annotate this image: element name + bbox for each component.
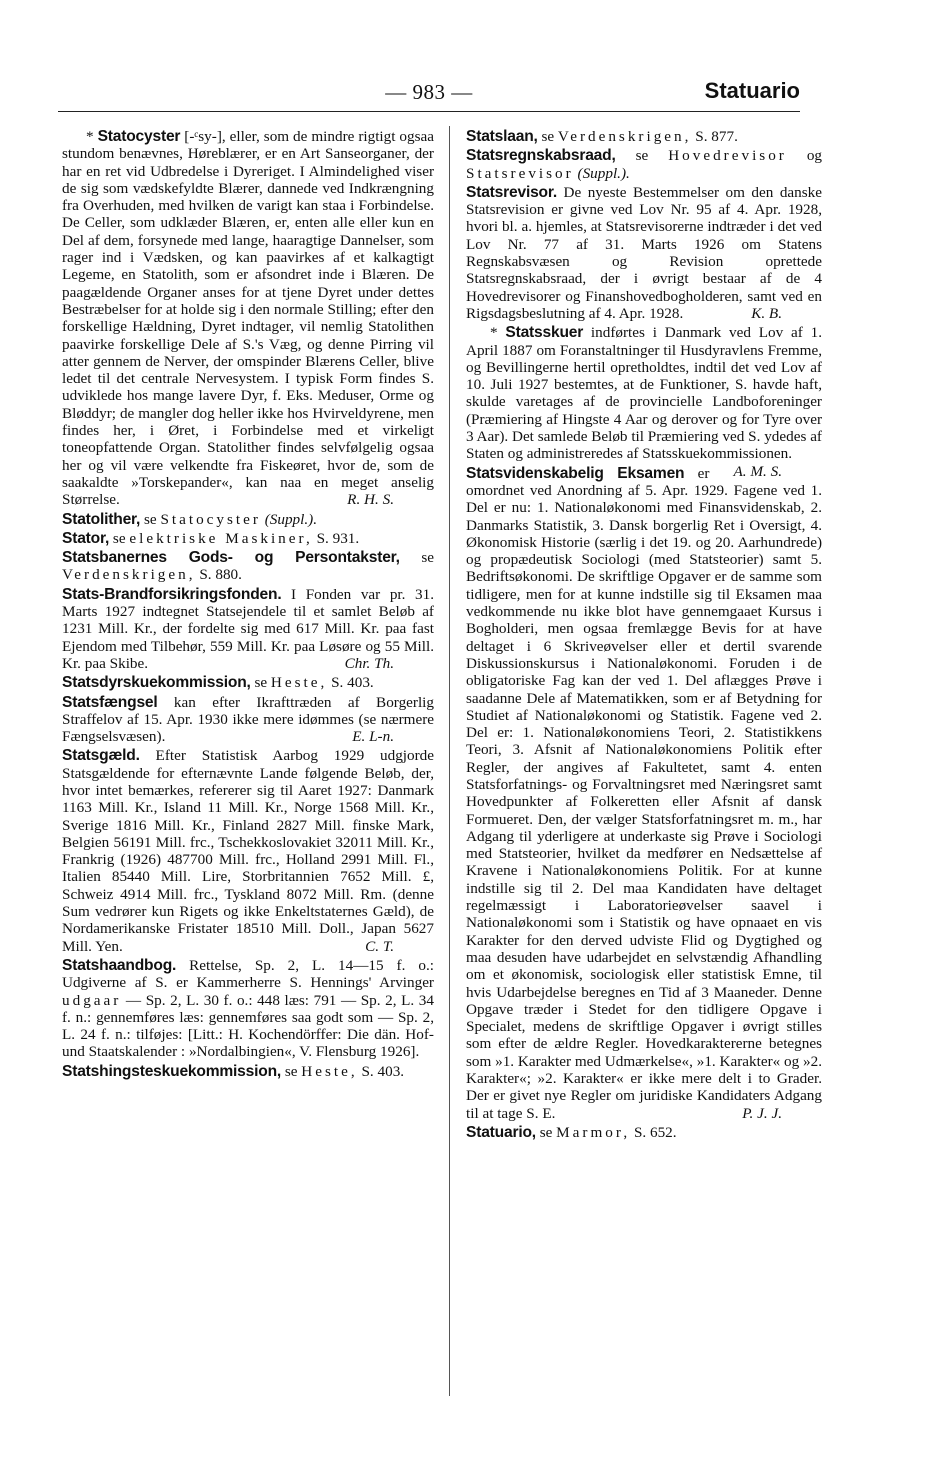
left-column (62, 128, 434, 1082)
entry (466, 1124, 822, 1141)
entry (62, 549, 434, 584)
entry-text: se (537, 128, 558, 145)
entry-headword: Statsgæld. (62, 747, 140, 765)
entry-headword: Statolither, (62, 510, 141, 528)
entry-text: se (281, 1062, 302, 1080)
entry: * Statocyster [-ᶜsy-], eller, som de mindre rigtigt ogsaa stundom benævnes, Høreblærer, er en Art Sanseorganer, der har en ret vid Udbredelse i Dyreriget. I Almindelighed viser de sig som vædskefyldte Blærer, dannede ved Indkrængning fra Overhuden, med hvilken de varigt kan staa i Forbindelse. De Celler, som udklæder Blæren, er, enten alle eller kun en Del af dem, forsynede med lange, haaragtige Dannelser, som rager ind i Vædsken, og kan paavirkes af et kalkagtigt Legeme, en Statolith, som er afsondret inde i Blæren. De paagældende Organer anses for at tjene Dyret under dettes Bestræbelser for at holde sig i den normale Stilling; efter den forskellige Hældning, Dyret indtager, vil nemlig Statolithen paavirke forskellige Dele af S.'s Væg, og denne Pirring vil atter gennem de Nerver, der omspinder Blærens Celler, blive ledet til det centrale Nervesystem. I typisk Form findes S. udviklede hos mange lavere Dyr, f. Eks. Meduser, Orme og Bløddyr; de mangler dog heller ikke hos Hvirveldyrene, men findes her, i Øret, i Forbindelse med et virkeligt toneopfattende Organ. Statolither findes selvfølgelig ogsaa her og vil være velkendte fra Fiskeøret, hvor de, som de saakaldte »Torskepander«, kan naa en meget anselig Størrelse. R. H. S. (62, 128, 434, 509)
cross-reference: Verdenskrigen, (557, 128, 692, 145)
entry-text: se (140, 510, 161, 528)
entry-headword: Statsbanernes Gods- og Persontakster, (62, 549, 400, 567)
entry (466, 462, 822, 1122)
cross-reference: Statsrevisor (466, 164, 574, 182)
entry-text: S. 877. (691, 128, 738, 145)
entry-text: S. 931. (312, 529, 360, 547)
entry-text: (Suppl.). (573, 164, 630, 182)
cross-reference: Verdenskrigen, (62, 566, 196, 584)
entry-text: S. 880. (195, 566, 242, 584)
cross-reference: elektriske Maskiner, (129, 529, 313, 547)
right-column (466, 128, 822, 1143)
entry-headword: Statshaandbog. (62, 956, 177, 974)
entry-headword: Statsrevisor. (466, 183, 558, 201)
entry-text: se (399, 549, 435, 567)
cross-reference: Hovedrevisor (668, 147, 787, 165)
entry (62, 747, 434, 955)
entry-text: indførtes i Danmark ved Lov af 1. April 1887 om Foranstaltninger til Husdyravlens Fremme, og Bevillingerne hertil opretholdtes, indtil det ved Lov af 10. Juli 1927 bestemtes, at de Funktioner, S. havde haft, skulde varetages af de provincielle Landboforeninger (Præmiering af Hingste 4 Aar og derover og for Tyre over 3 Aar). Det samlede Beløb til Præmiering ved S. ydedes af Staten og administreredes af Statsskuekommissionen. (466, 324, 823, 463)
page-number: — 983 — (385, 80, 473, 104)
author-signature: K. B. (751, 304, 782, 322)
entry (62, 586, 434, 672)
running-head: Statuario (704, 78, 800, 103)
author-signature: R. H. S. (347, 491, 394, 509)
entry: * Statsskuer indførtes i Danmark ved Lov af 1. April 1887 om Foranstaltninger til Husdyravlens Fremme, og Bevillingerne hertil opretholdtes, indtil det ved Lov af 10. Juli 1927 bestemtes, at de Funktioner, S. havde haft, skulde varetages af de provincielle Landboforeninger (Præmiering af Hingste 4 Aar og derover og for Tyre over 3 Aar). Det samlede Beløb til Præmiering ved S. ydedes af Staten og administreredes af Statsskuekommissionen. A. M. S. (466, 324, 823, 480)
entry-text: (Suppl.). (260, 510, 318, 528)
entry-text: se (535, 1123, 557, 1141)
entry (62, 674, 434, 691)
entry-headword: Stator, (62, 529, 110, 547)
entry-text: Efter Statistisk Aarbog 1929 udgjorde Statsgældende for efternævnte Lande følgende Beløb, der, hvor intet bemærkes, refererer sig til Aaret 1927: Danmark 1163 Mill. Kr., Island 11 Mill. Kr., Norge 1568 Mill. Kr., Sverige 1816 Mill. Kr., Finland 2827 Mill. finske Mark, Belgien 56191 Mill. frc., Tschekkoslovakiet 32011 Mill. Kr., Frankrig (1926) 487700 Mill. frc., Holland 2991 Mill. Fl., Italien 85440 Mill. Lire, Storbritannien 7652 Mill. £, Schweiz 4914 Mill. frc., Tyskland 8072 Mill. Rm. (denne Sum vedrører kun Rigets og ikke Enkeltstaternes Gæld), de Nordamerikanske Fristater 18510 Mill. Doll., Japan 5627 Mill. Yen. (62, 747, 434, 955)
cross-reference: Heste, (301, 1062, 358, 1080)
entry (62, 694, 434, 746)
entry-text: [-ᶜsy-], eller, som de mindre rigtigt ogsaa stundom benævnes, Høreblærer, er en Art Sanseorganer, der har en ret vid Udbredelse i Dyreriget. I Almindelighed viser de sig som vædskefyldte Blærer, dannede ved Indkrængning fra Overhuden, med hvilken de varigt kan staa i Forbindelse. De Celler, som udklæder Blæren, er, enten alle eller kun en Del af dem, forsynede med lange, haaragtige Dannelser, som rager ind i Vædsken, og kan paavirkes af et kalkagtigt Legeme, en Statolith, som er afsondret inde i Blæren. De paagældende Organer anses for at tjene Dyret under dettes Bestræbelser for at holde sig i den normale Stilling; efter den forskellige Hældning, Dyret indtager, vil nemlig Statolithen paavirke forskellige Dele af S.'s Væg, og denne Pirring vil atter gennem de Nerver, der omspinder Blærens Celler, blive ledet til det centrale Nervesystem. I typisk Form findes S. udviklede hos mange lavere Dyr, f. Eks. Meduser, Orme og Bløddyr; de mangler dog heller ikke hos Hvirveldyrene, men findes her, i Øret, i Forbindelse med et virkeligt toneopfattende Organ. Statolither findes selvfølgelig ogsaa her og vil være velkendte fra Fiskeøret, hvor de, som de saakaldte »Torskepander«, kan naa en meget anselig Størrelse. (62, 128, 434, 509)
author-signature: Chr. Th. (344, 654, 394, 672)
cross-reference: Marmor, (556, 1123, 631, 1141)
cross-reference: udgaar (62, 991, 122, 1009)
author-signature: C. T. (365, 937, 394, 955)
column-separator (449, 126, 450, 1396)
entry-text: og (786, 147, 822, 165)
entry-text: kan efter Ikrafttræden af Borgerlig Straffelov af 15. Apr. 1930 ikke mere idømmes (se nærmere Fængselsvæsen). (62, 693, 434, 746)
author-signature: A. M. S. (733, 462, 782, 480)
header-rule (58, 111, 800, 112)
entry (62, 1063, 434, 1080)
entry (62, 957, 434, 1061)
cross-reference: Heste, (270, 674, 328, 692)
entry-headword: Statslaan, (466, 128, 538, 145)
entry-text: De nyeste Bestemmelser om den danske Statsrevision er givne ved Lov Nr. 95 af 4. Apr. 1928, hvori bl. a. hjemles, at Statsrevisorerne indtræder i det ved Lov Nr. 77 af 31. Marts 1926 om Statens Regnskabsvæsen og Revision oprettede Statsregnskabsraad, der i øvrigt bestaar af de 4 Hovedrevisorer og Finanshovedbogholderen, samt ved en Rigsdagsbeslutning af 4. Apr. 1928. (466, 183, 822, 322)
entry-headword: Statsskuer (505, 324, 584, 342)
entry-headword: Stats-Brandforsikringsfonden. (62, 585, 282, 603)
entry-text: Rettelse, Sp. 2, L. 14—15 f. o.: Udgiverne af S. er Kammerherre S. Hennings' Arvinger (62, 956, 434, 992)
cross-reference: Statocyster (160, 510, 261, 528)
entry-text: se (250, 674, 271, 692)
entry (62, 530, 434, 547)
entry-headword: Statsvidenskabelig Eksamen (466, 464, 685, 482)
entry-headword: Statsregnskabsraad, (466, 147, 616, 165)
entry-text: I Fonden var pr. 31. Marts 1927 indtegnet Statsejendele til et samlet Beløb af 1231 Mill. Kr., der fordelte sig med 617 Mill. Kr. paa fast Ejendom med Tilbehør, 559 Mill. Kr. paa Løsøre og 55 Mill. Kr. paa Skibe. (62, 585, 434, 672)
entry-text: S. 403. (327, 674, 374, 692)
entry (466, 147, 822, 182)
entry-headword: Statsfængsel (62, 693, 158, 711)
author-signature: P. J. J. (742, 1104, 782, 1122)
entry (466, 184, 822, 322)
author-signature: E. L-n. (352, 728, 394, 746)
entry-text: se (109, 529, 130, 547)
entry-text: S. 403. (357, 1062, 405, 1080)
entry-text: — Sp. 2, L. 30 f. o.: 448 læs: 791 — Sp. 2, L. 34 f. n.: gennemføres læs: gennemføres saa godt som — Sp. 2, L. 24 f. n.: tilføjes: [Litt.: H. Kochendörffer: Die dän. Hof- und Staatskalender : »Nordalbingien«, V. Flensburg 1926]. (62, 991, 434, 1061)
page-header (58, 76, 800, 108)
entry (466, 128, 822, 145)
entry-headword: Statuario, (466, 1123, 536, 1141)
entry-headword: Statocyster (97, 128, 181, 145)
entry-text: er omordnet ved Anordning af 5. Apr. 1929. Fagene ved 1. Del er nu: 1. Nationaløkonomi med Finansvidenskab, 2. Danmarks Statistik, 3. Dansk borgerlig Ret i Oversigt, 4. Økonomisk Historie (særlig i det 19. og 20. Aarhundrede) og propædeutisk Sociologi (med Statsteorier) samt 5. Bedriftsøkonomi. De skriftlige Opgaver er de samme som tidligere, men for at kunne indstille sig til Eksamen maa vedkommende nu ikke blot have gennemgaaet Kursus i Bogholderi, men ogsaa fremlægge Bevis for at have deltaget i 6 Skriveøvelser eller et dertil svarende Diskussionskursus i Nationaløkonomi. Foruden i de obligatoriske Fag kan der ved 1. Del aflægges Prøve i saadanne Dele af Matematikken, som er af Betydning for Studiet af Nationaløkonomi og Statistik. Fagene ved 2. Del er: 1. Nationaløkonomiens Teori, 2. Statistikkens Teori, 3. Afsnit af Nationaløkonomiens Politik efter Regler, der angives af Fakultetet, samt 4. enten Statsforfatnings- og Forvaltningsret med Næringsret samt Hovedpunkter af Folkeretten eller Afsnit af dansk Formueret. Den, der vælger Statsforfatningsret m. m., har Adgang til yderligere at underkaste sig Prøve i Sociologi med Statsteorier, hvilket da medfører en Nedsættelse af Kravene i Nationaløkonomiens Politik. For at kunne indstille sig til 2. Del maa Kandidaten have deltaget regelmæssigt i Laboratorieøvelser saavel i Nationaløkonomi som i Statistik og have opnaaet en vis Karakter for den derved udviste Flid og Dygtighed og maa desuden have udarbejdet en selvstændig Afhandling om et økonomisk, sociologisk eller statistisk Emne, til hvis Udarbejdelse beregnes en Tid af 3 Maaneder. Denne Opgave træder i Stedet for den tidligere Opgave i Specialet, medens de skriftlige Opgaver i øvrigt stilles som efter de ældre Regler. Hovedkaraktererne betegnes som »1. Karakter med Udmærkelse«, »1. Karakter« og »2. Karakter«; »2. Karakter« er ikke mere delt i to Grader. Der er givet nye Regler om juridiske Kandidaters Adgang til at tage S. E. (466, 464, 822, 1122)
entry-text: S. 652. (630, 1123, 677, 1141)
entry-headword: Statshingsteskuekommission, (62, 1062, 282, 1080)
entry-text: se (615, 147, 669, 165)
entry-headword: Statsdyrskuekommission, (62, 674, 251, 692)
entry (62, 511, 434, 528)
